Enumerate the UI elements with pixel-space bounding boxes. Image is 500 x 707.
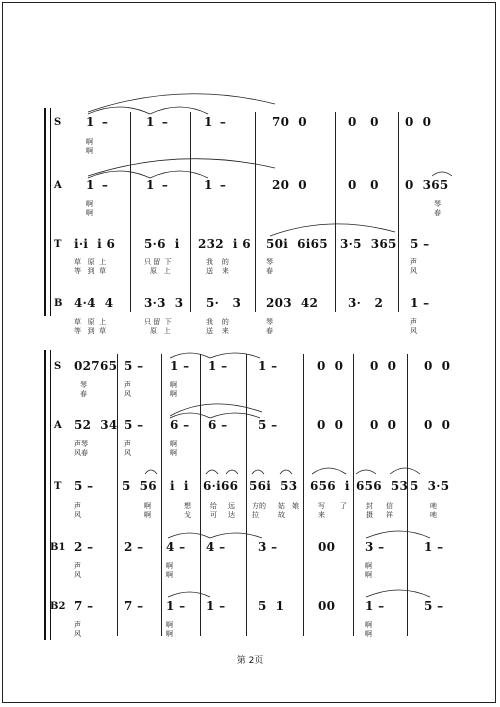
notes-t1-bar3: 232 i 6	[198, 237, 251, 251]
voice-label-tenor: T	[54, 239, 62, 250]
notes-t2-bar7: 656 53	[356, 479, 409, 493]
notes-b22-bar7: 1 –	[365, 599, 385, 613]
notes-b22-bar3: 1 –	[166, 599, 186, 613]
notes-b1-bar6: 1 –	[410, 296, 430, 310]
lyrics-b1-e: 声 风	[410, 318, 417, 335]
notes-a1-bar4: 20 0	[272, 178, 307, 192]
lyrics-s2-a: 琴 春	[80, 381, 87, 398]
lyrics-t1-c: 我 的	[206, 258, 229, 266]
notes-b22-bar5: 5 1	[258, 599, 285, 613]
notes-b21-bar8: 1 –	[424, 540, 444, 554]
notes-b21-bar4: 4 –	[206, 540, 226, 554]
notes-t2-bar1: 5 –	[74, 479, 94, 493]
lyrics-b1-c2: 送 来	[206, 327, 229, 335]
notes-b22-bar1: 7 –	[74, 599, 94, 613]
voice-label-soprano: S	[54, 361, 62, 372]
notes-t2-bar3: i i	[170, 479, 189, 493]
lyrics-b1-c: 我 的	[206, 318, 229, 326]
voice-label-alto: A	[54, 180, 62, 191]
notes-s1-bar6: 0 0	[405, 115, 432, 129]
lyrics-t1-b2: 原 上	[150, 267, 171, 275]
notes-a2-bar7: 0 0	[370, 418, 397, 432]
notes-s2-bar3: 1 –	[170, 359, 190, 373]
lyrics-t2-7: 姑 故	[278, 502, 285, 519]
notes-b21-bar7: 3 –	[365, 540, 385, 554]
lyrics-b21-b: 啊 啊	[166, 562, 173, 579]
lyrics-a2-b: 声 风	[124, 440, 131, 457]
notes-b21-bar3: 4 –	[166, 540, 186, 554]
voice-label-bass-1: B1	[50, 542, 66, 553]
voice-label-bass: B	[54, 298, 63, 309]
notes-s2-bar1: 02765	[74, 359, 118, 373]
notes-b1-bar3: 5· 3	[206, 296, 242, 310]
lyrics-t2-2: 啊 啊	[144, 502, 151, 519]
lyrics-t2-6: 方的 拉	[252, 502, 266, 519]
notes-s1-bar4: 70 0	[272, 115, 307, 129]
lyrics-a1-end: 琴 春	[434, 200, 441, 217]
voice-label-bass-2: B2	[50, 601, 66, 612]
lyrics-t2-4: 给 可	[210, 502, 217, 519]
notes-b1-bar4: 203 42	[266, 296, 319, 310]
notes-s1-bar5: 0 0	[348, 115, 379, 129]
lyrics-b1-a: 草 原 上	[74, 318, 107, 326]
notes-a2-bar5: 5 –	[258, 418, 278, 432]
notes-a1-bar6: 0 365	[405, 178, 449, 192]
lyrics-t2-9: 写 来	[318, 502, 325, 519]
lyrics-t1-a: 草 原 上	[74, 258, 107, 266]
notes-a2-bar8: 0 0	[424, 418, 451, 432]
notes-s1-bar3: 1 –	[204, 115, 227, 129]
notes-b22-bar8: 5 –	[424, 599, 444, 613]
lyrics-t1-c2: 送 来	[206, 267, 229, 275]
notes-b21-bar5: 3 –	[258, 540, 278, 554]
notes-s2-bar8: 0 0	[424, 359, 451, 373]
lyrics-t2-5: 远 达	[228, 502, 235, 519]
notes-b21-bar1: 2 –	[74, 540, 94, 554]
notes-b22-bar2: 7 –	[124, 599, 144, 613]
lyrics-a2-c: 啊 啊	[170, 440, 177, 457]
page-number: 第 2页	[236, 656, 264, 666]
lyrics-t2-3: 想 戈	[184, 502, 191, 519]
notes-b1-bar2: 3·3 3	[144, 296, 184, 310]
lyrics-b21-c: 啊 啊	[365, 562, 372, 579]
lyrics-b22-c: 啊 啊	[365, 621, 372, 638]
notes-s2-bar5: 1 –	[258, 359, 278, 373]
notes-s2-bar4: 1 –	[208, 359, 228, 373]
notes-b1-bar1: 4·4 4	[74, 296, 114, 310]
lyrics-b1-b: 只 留 下	[144, 318, 172, 326]
lyrics-s2-c: 啊 啊	[170, 381, 177, 398]
notes-a2-bar3: 6 –	[170, 418, 190, 432]
notes-s2-bar2: 5 –	[124, 359, 144, 373]
notes-a1-bar2: 1 –	[146, 178, 169, 192]
lyrics-b21-a: 声 风	[74, 562, 81, 579]
lyrics-b22-b: 啊 啊	[166, 621, 173, 638]
voice-label-soprano: S	[54, 117, 62, 128]
notes-t1-bar4: 50i 6i65	[266, 237, 328, 251]
lyrics-t1-b: 只 留 下	[144, 258, 172, 266]
notes-b21-bar2: 2 –	[124, 540, 144, 554]
notes-t2-bar6: 656 i	[310, 479, 350, 493]
notes-a2-bar1: 52 34	[74, 418, 118, 432]
notes-a1-bar1: 1 –	[86, 178, 109, 192]
lyrics-t2-10: 了	[340, 502, 347, 510]
notes-t1-bar5: 3·5 365	[340, 237, 397, 251]
notes-t2-bar8: 5 3·5	[410, 479, 450, 493]
voice-label-alto: A	[54, 420, 62, 431]
lyrics-t1-d: 琴 春	[266, 258, 273, 275]
voice-label-tenor: T	[54, 481, 62, 492]
notes-a2-bar2: 5 –	[124, 418, 144, 432]
lyrics-t1-e: 声 风	[410, 258, 417, 275]
lyrics-b1-b2: 原 上	[150, 327, 171, 335]
lyrics-t2-13: 吔 吔	[430, 502, 437, 519]
notes-t1-bar2: 5·6 i	[144, 237, 180, 251]
notes-t2-bar2: 5 56	[122, 479, 157, 493]
notes-s1-bar2: 1 –	[146, 115, 169, 129]
lyrics-s2-b: 声 风	[124, 381, 131, 398]
notes-t1-bar1: i·i i 6	[74, 237, 116, 251]
notes-b22-bar4: 1 –	[206, 599, 226, 613]
lyrics-t1-a2: 等 到 草	[74, 267, 107, 275]
notes-b1-bar5: 3· 2	[348, 296, 384, 310]
notes-b21-bar6: 00	[318, 540, 336, 554]
lyrics-b22-a: 声 风	[74, 621, 81, 638]
lyrics-s1: 啊 啊	[86, 138, 93, 155]
notes-s2-bar7: 0 0	[370, 359, 397, 373]
notes-a1-bar5: 0 0	[348, 178, 379, 192]
notes-a2-bar6: 0 0	[317, 418, 344, 432]
lyrics-a1: 啊 啊	[86, 200, 93, 217]
lyrics-t2-11: 封 摄	[366, 502, 373, 519]
lyrics-b1-d: 琴 春	[266, 318, 273, 335]
notes-a1-bar3: 1 –	[204, 178, 227, 192]
notes-a2-bar4: 6 –	[208, 418, 228, 432]
notes-t2-bar4: 6·i66	[203, 479, 239, 493]
lyrics-t2-12: 信 祥	[386, 502, 393, 519]
lyrics-b1-a2: 等 到 草	[74, 327, 107, 335]
notes-b22-bar6: 00	[318, 599, 336, 613]
lyrics-a2-a: 声琴 风春	[74, 440, 88, 457]
notes-t1-bar6: 5 –	[410, 237, 430, 251]
notes-s1-bar1: 1 –	[86, 115, 109, 129]
lyrics-t2-1: 声 风	[74, 502, 81, 519]
notes-s2-bar6: 0 0	[317, 359, 344, 373]
notes-t2-bar5: 56i 53	[249, 479, 298, 493]
lyrics-t2-8: 娘	[292, 502, 299, 510]
